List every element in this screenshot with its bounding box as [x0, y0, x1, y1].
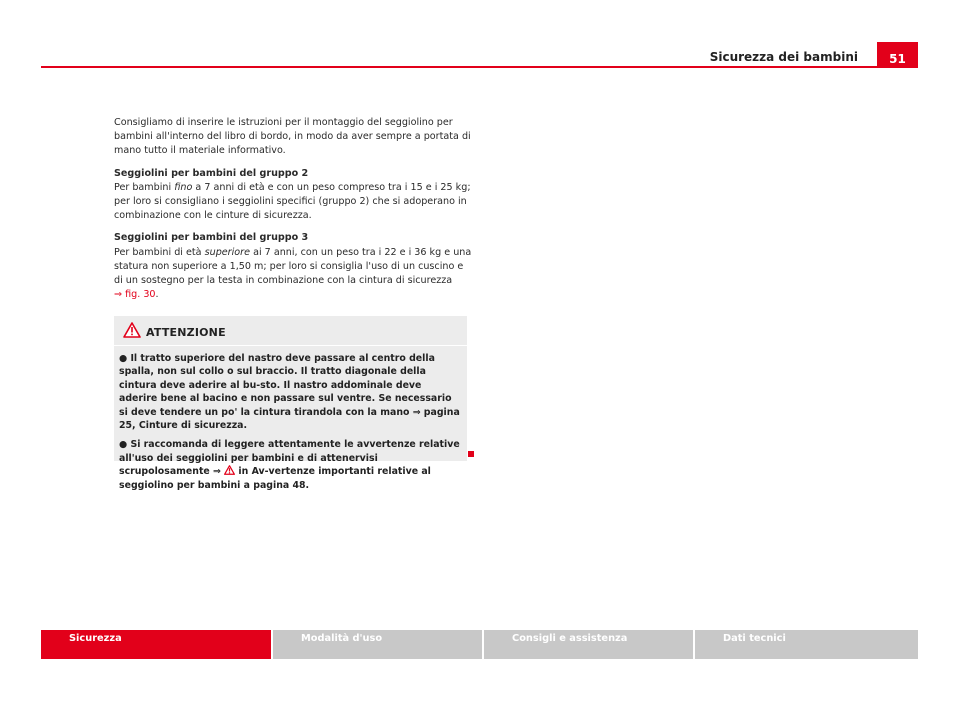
intro-paragraph: Consigliamo di inserire le istruzioni per il montaggio del seggiolino per bambini all'interno del libro di bordo, in modo da aver sempre a portata di mano tutto il materiale informativo. — [114, 117, 471, 157]
page-title: Sicurezza dei bambini — [709, 50, 858, 64]
group3-emphasis: superiore — [204, 246, 251, 258]
group3-text-post: ai 7 anni, con un peso tra i 22 e i 36 kg e una statura non superiore a 1,50 m; per loro si consiglia l'uso di un cuscino e di un sostegno per la testa in combinazione con la cintura di sicurezza — [114, 246, 472, 287]
group2-heading: Seggiolini per bambini del gruppo 2 — [114, 167, 309, 179]
warning-bullet-2-post: in Av-vertenze importanti relative al seggiolino per bambini a pagina 48. — [119, 466, 431, 491]
inline-warning-icon[interactable] — [224, 466, 235, 477]
group2-emphasis: fino — [174, 181, 193, 193]
tab-consigli-assistenza[interactable]: Consigli e assistenza — [484, 630, 693, 659]
tab-sicurezza[interactable]: Sicurezza — [41, 630, 271, 659]
main-content — [114, 116, 474, 310]
group2-text-post: a 7 anni di età e con un peso compreso tra i 15 e i 25 kg; per loro si consigliano i seggiolini specifici (gruppo 2) che si adoperano in combinazione con le cinture di sicurezza. — [114, 181, 471, 222]
footer-nav — [41, 630, 918, 659]
group3-text-pre: Per bambini di età — [114, 246, 205, 258]
group2-paragraph — [114, 181, 474, 224]
group3-heading: Seggiolini per bambini del gruppo 3 — [114, 232, 309, 244]
group2-text-pre: Per bambini — [114, 181, 175, 193]
section-end-marker — [468, 451, 474, 457]
warning-bullet-2-pre: ● Si raccomanda di leggere attentamente le avvertenze relative all'uso dei seggiolini per bambini e di attenervisi scrupolosamente ⇒ — [119, 439, 460, 478]
warning-bullet-2 — [119, 438, 461, 492]
tab-modalita-duso[interactable]: Modalità d'uso — [273, 630, 482, 659]
header-rule — [41, 66, 918, 68]
fig-30-link[interactable]: ⇒ fig. 30 — [114, 289, 156, 301]
warning-bullet-1: ● Il tratto superiore del nastro deve passare al centro della spalla, non sul collo o sul braccio. Il tratto diagonale della cintura deve aderire al bu-sto. Il nastro addominale deve aderire bene al bacino e non passare sul ventre. Se necessario si deve tendere un po' la cintura tirandola con la mano ⇒ pagina 25, Cinture di sicurezza. — [119, 353, 460, 432]
tab-dati-tecnici[interactable]: Dati tecnici — [695, 630, 918, 659]
warning-box — [114, 316, 467, 491]
group3-end: . — [155, 289, 159, 301]
warning-title: ATTENZIONE — [146, 326, 226, 339]
warning-body — [114, 346, 467, 492]
page-number: 51 — [877, 42, 918, 68]
warning-header — [114, 316, 467, 346]
group3-paragraph — [114, 246, 474, 303]
warning-triangle-icon — [123, 322, 141, 342]
